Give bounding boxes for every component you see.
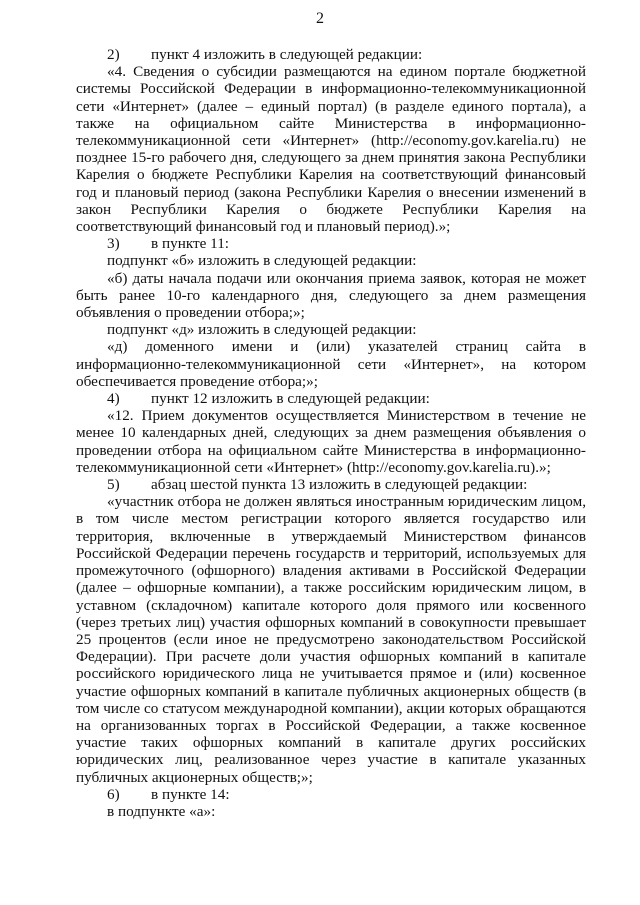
paragraph: в подпункте «а»:	[107, 802, 216, 820]
list-item	[76, 46, 586, 63]
item-number: 2)	[107, 46, 120, 63]
paragraph: «4. Сведения о субсидии размещаются на едином портале бюджетной системы Российской Федерации в информационно-телекоммуникационной сети «Интернет» (далее – единый портал) (в разделе единого портала), а также на официальном сайте Министерства в информационно-телекоммуникационной сети «Интернет» (http://economy.gov.karelia.ru) не позднее 15-го рабочего дня, следующего за днем принятия закона Республики Карелия о бюджете Республики Карелия на соответствующий финансовый год и плановый период (закона Республики Карелия о внесении изменений в закон Республики Карелия о бюджете Республики Карелия на соответствующий финансовый год и плановый период).»;	[76, 63, 586, 236]
item-text: в пункте 14:	[151, 785, 230, 803]
item-number: 6)	[107, 785, 120, 803]
item-number: 5)	[107, 476, 120, 494]
item-text: пункт 4 изложить в следующей редакции:	[151, 46, 423, 63]
paragraph: «участник отбора не должен являться иностранным юридическим лицом, в том числе местом регистрации которого является государство или территория, включенные в утверждаемый Министерством финансов Российской Федерации перечень государств и территорий, используемых для промежуточного (офшорного) владения активами в Российской Федерации (далее – офшорные компании), а также российским юридическим лицом, в уставном (складочном) капитале которого доля прямого или косвенного (через третьих лиц) участия офшорных компаний в совокупности превышает 25 процентов (если иное не предусмотрено законодательством Российской Федерации). При расчете доли участия офшорных компаний в капитале российского юридического лица не учитывается прямое и (или) косвенное участие офшорных компаний в капитале публичных акционерных обществ (в том числе со статусом международной компании), акции которых обращаются на организованных торгах в Российской Федерации, а также косвенное участие таких офшорных компаний в капитале других российских юридических лиц, реализованное через участие в капитале указанных публичных акционерных обществ;»;	[76, 493, 586, 786]
list-item	[76, 235, 586, 252]
page-number: 2	[316, 10, 324, 27]
list-item	[76, 476, 586, 493]
paragraph: подпункт «д» изложить в следующей редакции:	[107, 321, 417, 339]
item-text: абзац шестой пункта 13 изложить в следующей редакции:	[151, 476, 528, 494]
paragraph: «12. Прием документов осуществляется Министерством в течение не менее 10 календарных дней, следующих за днем размещения объявления о проведении отбора на официальном сайте Министерства в информационно-телекоммуникационной сети «Интернет» (http://economy.gov.karelia.ru).»;	[76, 407, 586, 476]
item-number: 3)	[107, 235, 120, 253]
document-body	[76, 46, 586, 820]
paragraph: подпункт «б» изложить в следующей редакции:	[107, 252, 417, 270]
item-text: пункт 12 изложить в следующей редакции:	[151, 390, 430, 408]
list-item	[76, 390, 586, 407]
paragraph: «б) даты начала подачи или окончания приема заявок, которая не может быть ранее 10-го календарного дня, следующего за днем размещения объявления о проведении отбора;»;	[76, 269, 586, 322]
paragraph: «д) доменного имени и (или) указателей страниц сайта в информационно-телекоммуникационной сети «Интернет», на котором обеспечивается проведение отбора;»;	[76, 338, 586, 390]
item-text: в пункте 11:	[151, 235, 230, 253]
list-item	[76, 786, 586, 803]
item-number: 4)	[107, 390, 120, 408]
